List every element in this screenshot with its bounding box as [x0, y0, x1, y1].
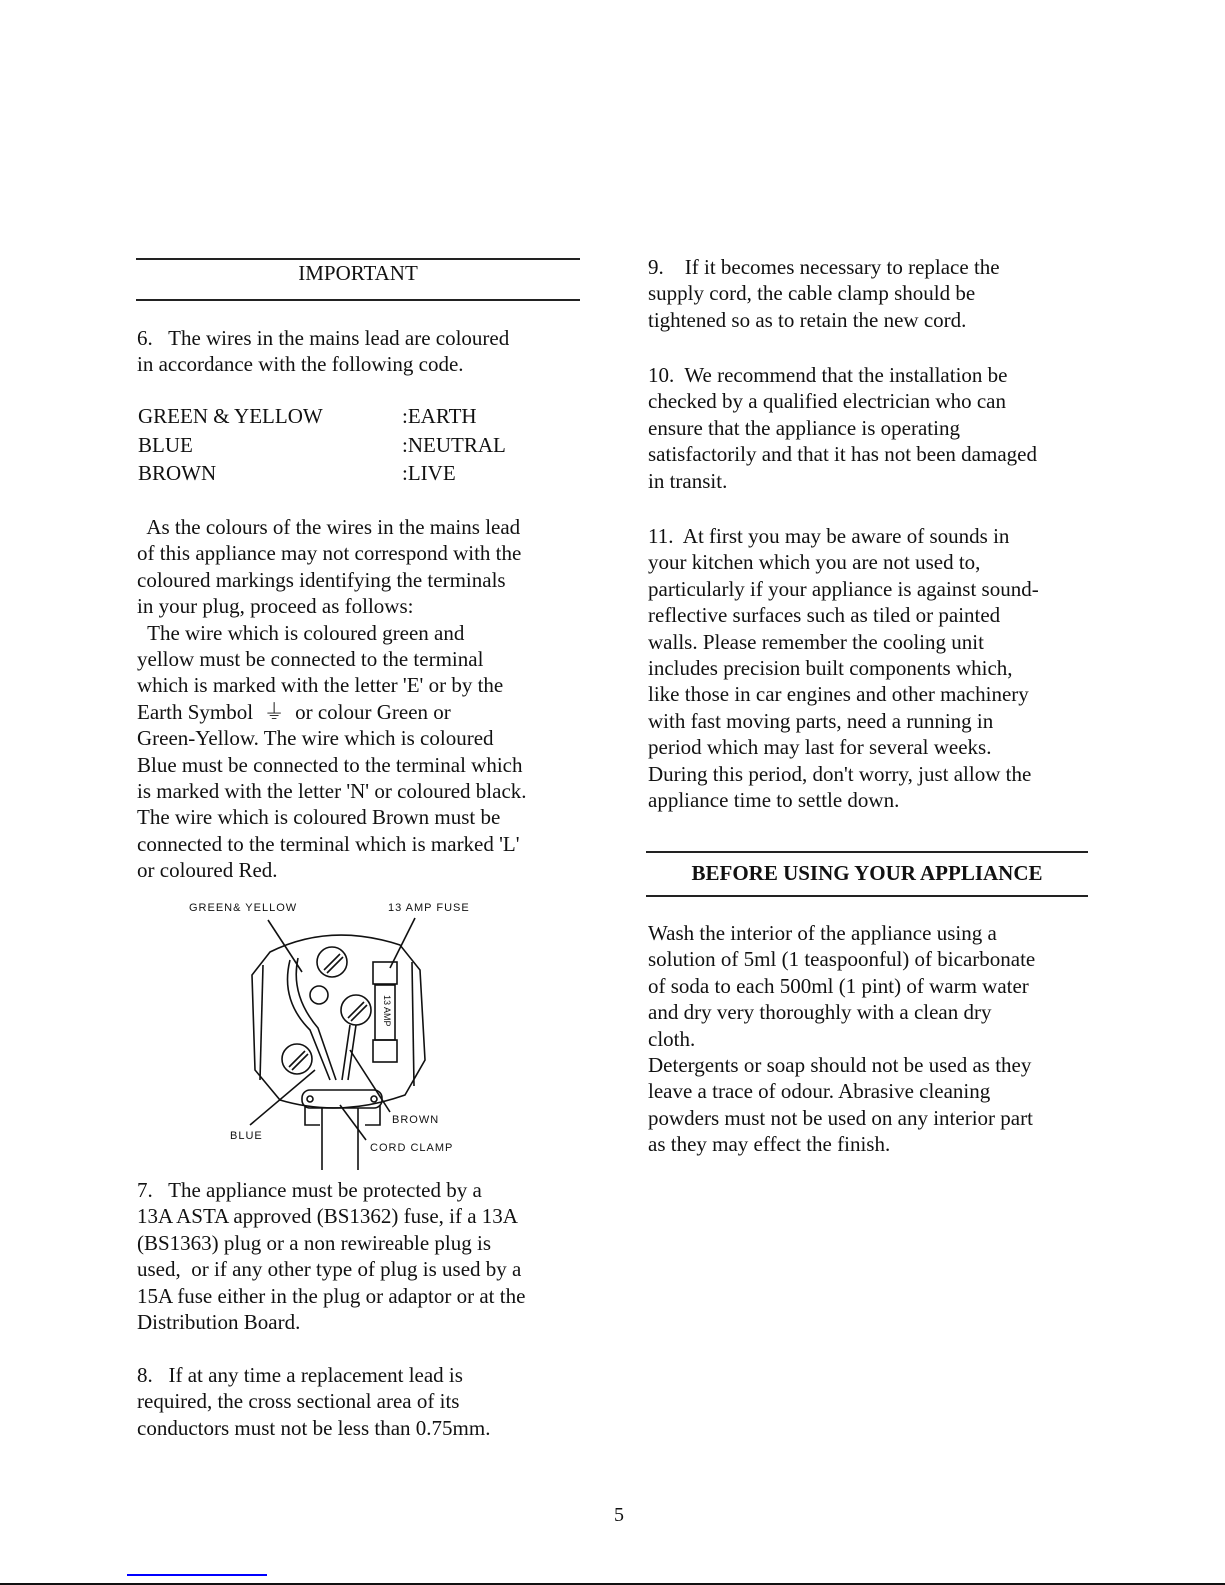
text-line: in your plug, proceed as follows: [137, 594, 414, 619]
text-line: ensure that the appliance is operating [648, 415, 960, 440]
code-colour: BLUE [138, 433, 193, 457]
text-line: required, the cross sectional area of its [137, 1389, 460, 1414]
item-11 [648, 523, 1039, 813]
plug-wiring-diagram [130, 890, 510, 1170]
heading-rule-top [646, 851, 1088, 853]
text-line: in accordance with the following code. [137, 352, 464, 377]
text-line: During this period, don't worry, just allow the [648, 761, 1032, 786]
text-line: as they may effect the finish. [648, 1132, 891, 1157]
code-meaning: :EARTH [402, 404, 477, 428]
text-line: tightened so as to retain the new cord. [648, 307, 967, 332]
text-line: of soda to each 500ml (1 pint) of warm water [648, 973, 1029, 998]
code-meaning: :NEUTRAL [402, 433, 506, 457]
item-7 [137, 1177, 525, 1335]
page-number: 5 [614, 1504, 624, 1526]
before-using-heading: BEFORE USING YOUR APPLIANCE [691, 861, 1043, 885]
text-line: in transit. [648, 468, 728, 493]
fuse-text: 13 AMP [382, 995, 392, 1027]
code-colour: GREEN & YELLOW [138, 404, 323, 428]
text-line: The wire which is coloured green and [137, 620, 465, 645]
text-line: used, or if any other type of plug is used by a [137, 1257, 522, 1282]
heading-rule-bottom [136, 299, 580, 301]
text-line: Detergents or soap should not be used as they [648, 1053, 1032, 1078]
text-line: with fast moving parts, need a running in [648, 708, 994, 733]
text-line: solution of 5ml (1 teaspoonful) of bicarbonate [648, 947, 1036, 972]
text-line: The wire which is coloured Brown must be [137, 805, 501, 830]
text-line: 13A ASTA approved (BS1362) fuse, if a 13A [137, 1204, 518, 1229]
text-line: Wash the interior of the appliance using a [648, 921, 997, 945]
item-8 [137, 1362, 490, 1441]
plug-drawing [130, 890, 510, 1170]
text-line: coloured markings identifying the terminals [137, 567, 506, 592]
text-line: 6. The wires in the mains lead are coloured [137, 326, 510, 350]
text-line: Earth Symbol ⏚ or colour Green or [137, 699, 451, 724]
text-line: period which may last for several weeks. [648, 735, 992, 760]
text-line: Blue must be connected to the terminal which [137, 752, 523, 777]
text-line: As the colours of the wires in the mains lead [137, 515, 521, 539]
text-line: Distribution Board. [137, 1310, 301, 1335]
important-heading: IMPORTANT [298, 261, 418, 285]
text-line: appliance time to settle down. [648, 788, 900, 813]
text-line: 8. If at any time a replacement lead is [137, 1363, 463, 1387]
text-line: powders must not be used on any interior part [648, 1105, 1033, 1130]
item-10 [648, 362, 1037, 494]
text-line: 9. If it becomes necessary to replace the [648, 255, 1000, 279]
label-green-yellow: GREEN& YELLOW [189, 902, 298, 914]
text-line: satisfactorily and that it has not been damaged [648, 442, 1037, 467]
text-line: particularly if your appliance is against sound- [648, 576, 1039, 601]
text-line: 15A fuse either in the plug or adaptor or at the [137, 1283, 526, 1308]
text-line: yellow must be connected to the terminal [137, 647, 484, 672]
text-line: is marked with the letter 'N' or coloured black. [137, 779, 527, 804]
text-line: and dry very thoroughly with a clean dry [648, 1000, 992, 1025]
scan-mark [127, 1574, 267, 1576]
washing-instructions [648, 920, 1035, 1158]
label-13-amp-fuse: 13 AMP FUSE [388, 902, 470, 914]
label-blue: BLUE [230, 1130, 263, 1142]
label-brown: BROWN [392, 1114, 440, 1126]
text-line: or coloured Red. [137, 858, 278, 883]
text-line: (BS1363) plug or a non rewireable plug is [137, 1230, 492, 1255]
text-line: conductors must not be less than 0.75mm. [137, 1415, 491, 1440]
text-line: includes precision built components which, [648, 656, 1013, 681]
text-line: 10. We recommend that the installation be [648, 363, 1008, 387]
text-line: which is marked with the letter 'E' or by the [137, 673, 504, 698]
text-line: supply cord, the cable clamp should be [648, 281, 976, 306]
item-9 [648, 254, 1000, 333]
text-line: like those in car engines and other machinery [648, 682, 1029, 707]
text-line: leave a trace of odour. Abrasive cleaning [648, 1079, 991, 1104]
code-colour: BROWN [138, 461, 217, 485]
code-meaning: :LIVE [402, 461, 456, 485]
text-line: reflective surfaces such as tiled or painted [648, 603, 1001, 628]
text-line: 11. At first you may be aware of sounds in [648, 524, 1010, 548]
text-line: Green-Yellow. The wire which is coloured [137, 726, 494, 751]
text-line: checked by a qualified electrician who can [648, 389, 1006, 414]
heading-rule-bottom [646, 895, 1088, 897]
text-line: cloth. [648, 1026, 696, 1051]
label-cord-clamp: CORD CLAMP [370, 1142, 454, 1154]
heading-rule-top [136, 258, 580, 260]
text-line: of this appliance may not correspond with the [137, 541, 522, 566]
item-6 [137, 325, 509, 378]
wiring-instructions [137, 514, 527, 884]
text-line: 7. The appliance must be protected by a [137, 1178, 482, 1202]
text-line: walls. Please remember the cooling unit [648, 629, 984, 654]
text-line: connected to the terminal which is marked 'L' [137, 831, 520, 856]
text-line: your kitchen which you are not used to, [648, 550, 981, 575]
